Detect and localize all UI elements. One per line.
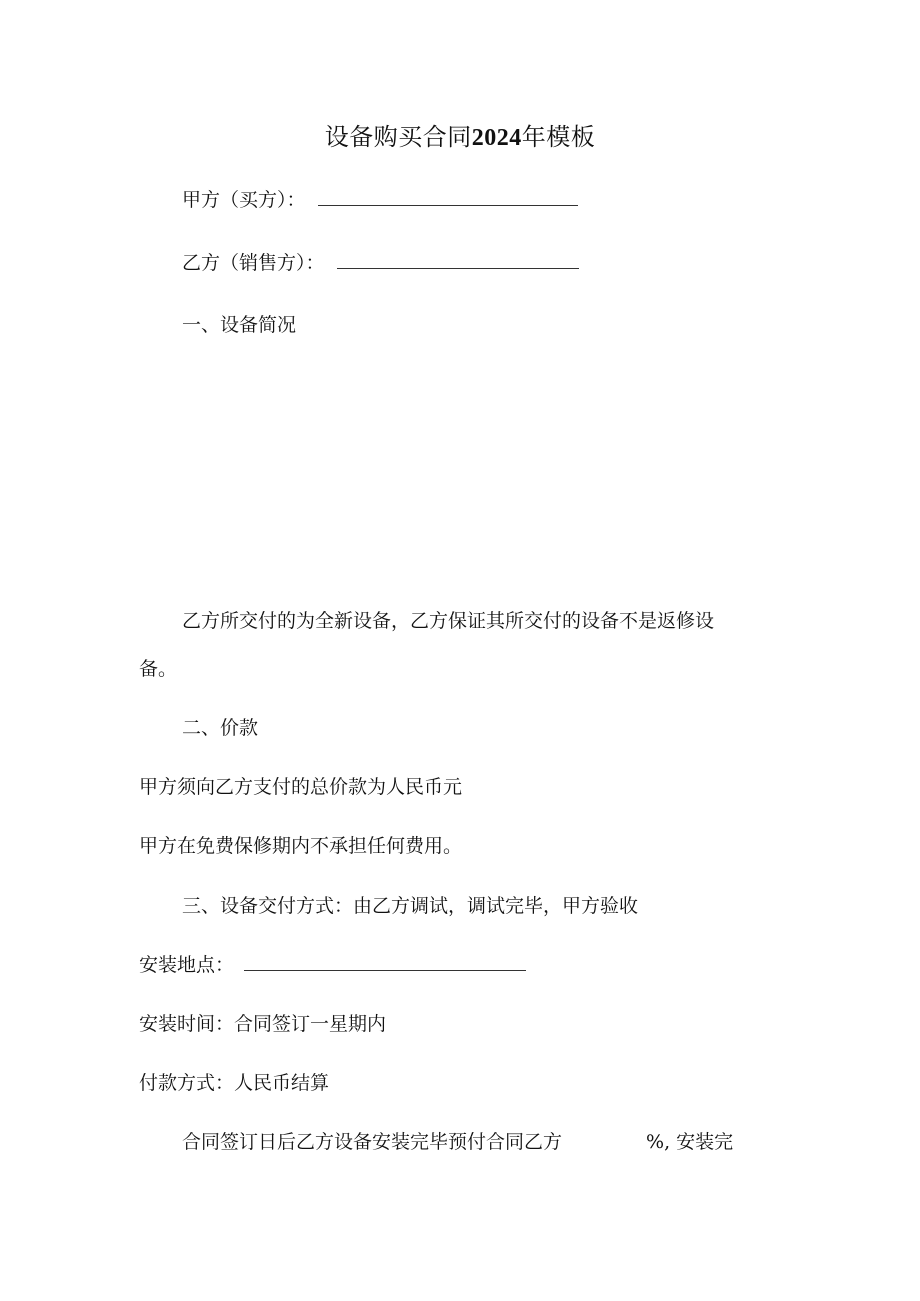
payment-terms-left: 合同签订日后乙方设备安装完毕预付合同乙方 [182, 1131, 563, 1153]
install-location-blank [244, 955, 526, 971]
install-location-row [139, 953, 526, 977]
section1-heading: 一、设备简况 [182, 314, 297, 336]
payment-method-line: 付款方式：人民币结算 [139, 1072, 330, 1094]
section2-heading: 二、价款 [182, 717, 259, 739]
install-time-line: 安装时间：合同签订一星期内 [139, 1013, 387, 1035]
section1-para-line1: 乙方所交付的为全新设备，乙方保证其所交付的设备不是返修设 [182, 610, 715, 632]
warranty-line: 甲方在免费保修期内不承担任何费用。 [139, 835, 463, 857]
title-suffix: 年模板 [521, 123, 596, 151]
install-location-label: 安装地点： [139, 954, 235, 976]
title-prefix: 设备购买合同 [324, 123, 472, 151]
party-b-label: 乙方（销售方）： [182, 252, 325, 274]
party-a-blank [318, 190, 578, 206]
title-year: 2024 [471, 125, 522, 151]
payment-terms-row [182, 1130, 733, 1154]
party-a-row [182, 188, 578, 212]
section1-para-line2: 备。 [139, 658, 178, 680]
payment-terms-right: %, 安装完 [646, 1131, 734, 1153]
party-b-blank [337, 253, 579, 269]
party-a-label: 甲方（买方）： [182, 189, 306, 211]
document-title [0, 122, 920, 153]
party-b-row [182, 251, 579, 275]
section3-heading: 三、设备交付方式：由乙方调试，调试完毕，甲方验收 [182, 895, 639, 917]
price-line: 甲方须向乙方支付的总价款为人民币元 [139, 776, 463, 798]
